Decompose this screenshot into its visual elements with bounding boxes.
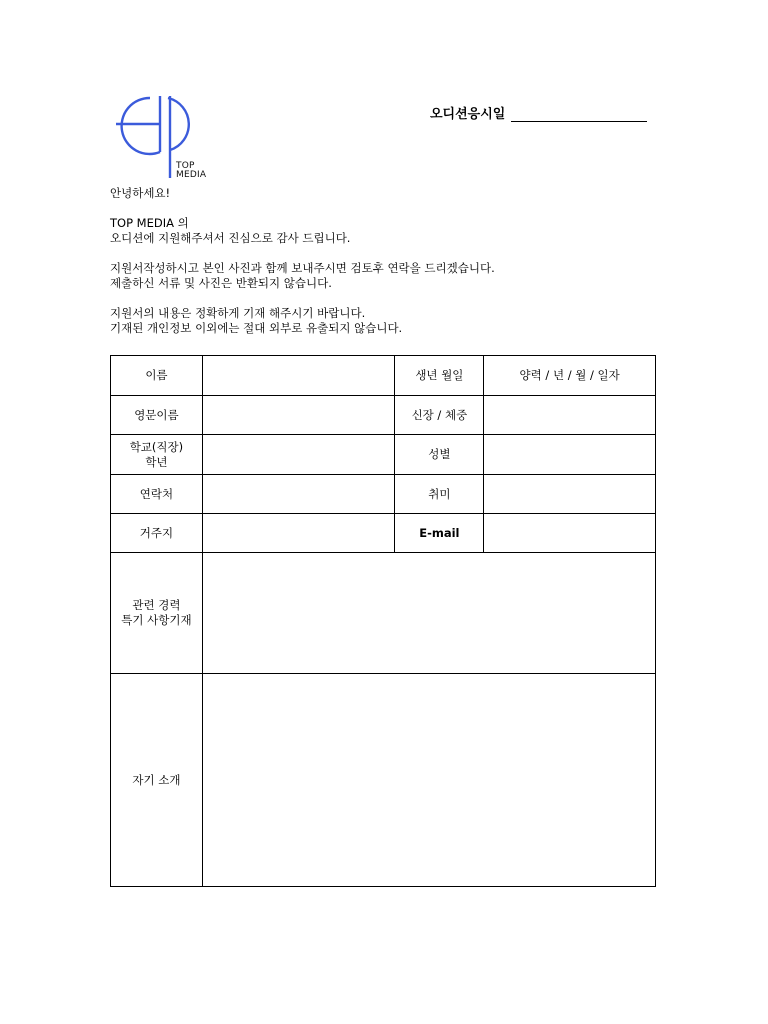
- intro-greeting: 안녕하세요!: [110, 186, 171, 200]
- audition-date-label: 오디션응시일: [430, 107, 506, 122]
- experience-label: 관련 경력: [132, 598, 181, 612]
- experience-sub-label: 특기 사항기재: [121, 613, 192, 627]
- school-sub-label: 학년: [145, 454, 168, 469]
- logo-text: [176, 162, 206, 180]
- contact-label: 연락처: [111, 475, 203, 514]
- logo-text-top: TOP: [176, 161, 195, 171]
- address-label: 거주지: [111, 514, 203, 553]
- gender-field[interactable]: [484, 435, 656, 475]
- birth-label: 생년 월일: [395, 356, 484, 396]
- contact-field[interactable]: [202, 475, 395, 514]
- intro-line-3: 지원서작성하시고 본인 사진과 함께 보내주시면 검토후 연락을 드리겠습니다.: [110, 261, 495, 275]
- intro-line-2: 오디션에 지원해주셔서 진심으로 감사 드립니다.: [110, 231, 351, 245]
- school-label-cell: [111, 435, 203, 475]
- form-row-contact: [111, 475, 656, 514]
- height-weight-label: 신장 / 체중: [395, 396, 484, 435]
- foreign-name-label: 영문이름: [111, 396, 203, 435]
- application-form-table: [110, 355, 656, 887]
- school-field[interactable]: [202, 435, 395, 475]
- intro-text: [110, 186, 670, 336]
- self-intro-label: 자기 소개: [111, 674, 203, 887]
- experience-field[interactable]: [202, 553, 655, 674]
- form-row-foreign-name: [111, 396, 656, 435]
- name-label: 이름: [111, 356, 203, 396]
- hobby-label: 취미: [395, 475, 484, 514]
- audition-date-field: [430, 103, 647, 122]
- hobby-field[interactable]: [484, 475, 656, 514]
- form-row-name: [111, 356, 656, 396]
- intro-line-6: 기재된 개인정보 이외에는 절대 외부로 유출되지 않습니다.: [110, 321, 403, 335]
- intro-line-1: TOP MEDIA 의: [110, 216, 189, 230]
- name-field[interactable]: [202, 356, 395, 396]
- foreign-name-field[interactable]: [202, 396, 395, 435]
- school-label: 학교(직장): [129, 439, 184, 454]
- height-weight-field[interactable]: [484, 396, 656, 435]
- audition-date-line[interactable]: [511, 108, 647, 122]
- intro-line-5: 지원서의 내용은 정확하게 기재 해주시기 바랍니다.: [110, 306, 366, 320]
- self-intro-field[interactable]: [202, 674, 655, 887]
- form-row-experience: [111, 553, 656, 674]
- form-row-address: [111, 514, 656, 553]
- birth-field[interactable]: 양력 / 년 / 월 / 일자: [484, 356, 656, 396]
- experience-label-cell: [111, 553, 203, 674]
- address-field[interactable]: [202, 514, 395, 553]
- form-row-self-intro: [111, 674, 656, 887]
- logo-text-media: MEDIA: [176, 170, 207, 180]
- form-row-school: [111, 435, 656, 475]
- email-field[interactable]: [484, 514, 656, 553]
- email-label: E-mail: [395, 514, 484, 553]
- intro-line-4: 제출하신 서류 및 사진은 반환되지 않습니다.: [110, 276, 332, 290]
- gender-label: 성별: [395, 435, 484, 475]
- top-media-logo: [112, 90, 212, 184]
